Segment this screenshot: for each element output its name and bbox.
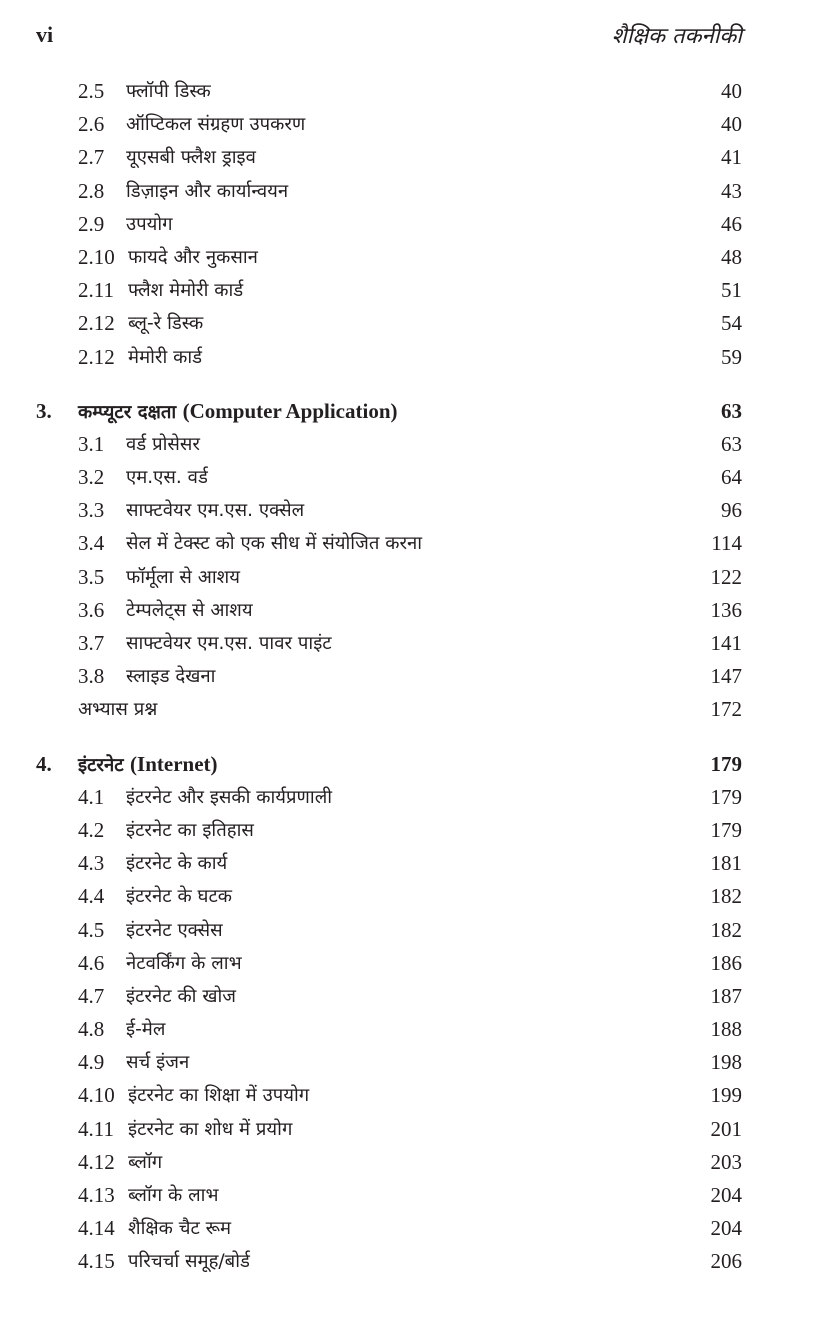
- toc-entry[interactable]: [36, 814, 742, 847]
- toc-entry[interactable]: [36, 141, 742, 174]
- entry-page-number: 147: [710, 664, 742, 689]
- entry-title: फॉर्मूला से आशय: [126, 566, 240, 588]
- entry-title: साफ्टवेयर एम.एस. पावर पाइंट: [126, 633, 332, 654]
- chapter-page-number: 63: [721, 398, 742, 423]
- entry-number: 4.10: [78, 1083, 115, 1108]
- chapter-page-number: 179: [710, 751, 742, 776]
- entry-page-number: 203: [710, 1149, 742, 1174]
- entry-title: इंटरनेट का शोध में प्रयोग: [128, 1118, 293, 1140]
- entry-number: 4.4: [78, 884, 105, 909]
- entry-number: 4.11: [78, 1116, 114, 1141]
- toc-entry[interactable]: [36, 274, 742, 307]
- toc-entry[interactable]: [36, 494, 742, 527]
- toc-entry[interactable]: [36, 1245, 742, 1278]
- chapter-title: [78, 395, 398, 429]
- entry-page-number: 40: [721, 112, 742, 137]
- toc-entry[interactable]: [36, 341, 742, 374]
- entry-number: 2.11: [78, 278, 114, 303]
- exercise-title: अभ्यास प्रश्न: [78, 699, 158, 721]
- entry-number: 3.7: [78, 631, 105, 655]
- toc-entry[interactable]: [36, 307, 742, 340]
- entry-page-number: 96: [721, 498, 742, 523]
- toc-entry[interactable]: [36, 1179, 742, 1212]
- chapter-title-english: (Internet): [130, 751, 218, 776]
- entry-page-number: 188: [710, 1017, 742, 1042]
- toc-entry[interactable]: [36, 75, 742, 108]
- toc-entry[interactable]: [36, 1046, 742, 1079]
- entry-page-number: 204: [710, 1183, 742, 1207]
- entry-number: 3.4: [78, 531, 105, 556]
- entry-number: 4.8: [78, 1017, 105, 1042]
- entry-page-number: 179: [710, 784, 742, 809]
- entry-title: साफ्टवेयर एम.एस. एक्सेल: [126, 500, 305, 522]
- chapter-title-hindi: इंटरनेट: [78, 754, 124, 776]
- chapter-heading[interactable]: [36, 395, 742, 428]
- entry-number: 4.12: [78, 1149, 115, 1174]
- page-header: [36, 20, 742, 54]
- entry-title: इंटरनेट का इतिहास: [126, 819, 254, 841]
- entry-page-number: 48: [721, 244, 742, 269]
- entry-number: 2.7: [78, 145, 105, 170]
- entry-page-number: 64: [721, 465, 742, 490]
- toc-entry[interactable]: [36, 561, 742, 594]
- entry-number: 3.3: [78, 498, 105, 523]
- entry-page-number: 182: [710, 917, 742, 942]
- entry-page-number: 181: [710, 851, 742, 876]
- toc-entry[interactable]: [36, 594, 742, 627]
- entry-number: 2.8: [78, 178, 105, 203]
- entry-number: 3.5: [78, 564, 105, 589]
- entry-page-number: 179: [710, 817, 742, 842]
- toc-entry[interactable]: [36, 1212, 742, 1245]
- entry-page-number: 114: [711, 531, 742, 556]
- entry-number: 2.5: [78, 79, 105, 103]
- entry-page-number: 199: [710, 1083, 742, 1108]
- entry-title: ब्लू-रे डिस्क: [128, 313, 204, 335]
- entry-page-number: 141: [710, 631, 742, 655]
- entry-number: 2.12: [78, 344, 115, 369]
- entry-number: 2.6: [78, 112, 105, 137]
- entry-title: टेम्पलेट्स से आशय: [126, 599, 253, 621]
- entry-page-number: 187: [710, 983, 742, 1008]
- entry-page-number: 54: [721, 311, 742, 336]
- entry-title: सेल में टेक्स्ट को एक सीध में संयोजित करना: [126, 533, 423, 555]
- toc-entry[interactable]: [36, 627, 742, 660]
- entry-page-number: 206: [710, 1249, 742, 1274]
- entry-page-number: 41: [721, 145, 742, 170]
- page-number: vi: [36, 22, 54, 47]
- entry-title: इंटरनेट की खोज: [126, 985, 236, 1007]
- toc-entry[interactable]: [36, 108, 742, 141]
- entry-page-number: 46: [721, 211, 742, 236]
- entry-title: स्लाइड देखना: [126, 666, 216, 688]
- chapter-number: 3.: [36, 398, 52, 423]
- toc-entry[interactable]: [36, 914, 742, 947]
- entry-page-number: 63: [721, 431, 742, 456]
- entry-page-number: 201: [710, 1116, 742, 1141]
- entry-number: 2.9: [78, 211, 105, 236]
- toc-entry[interactable]: [36, 847, 742, 880]
- entry-number: 3.2: [78, 465, 105, 490]
- entry-page-number: 198: [710, 1050, 742, 1075]
- entry-title: शैक्षिक चैट रूम: [128, 1218, 232, 1240]
- chapter-title-hindi: कम्प्यूटर दक्षता: [78, 401, 177, 423]
- toc-entry[interactable]: [36, 241, 742, 274]
- toc-entry[interactable]: [36, 527, 742, 560]
- table-of-contents: [36, 75, 742, 1279]
- toc-entry[interactable]: [36, 428, 742, 461]
- entry-number: 4.14: [78, 1216, 115, 1241]
- entry-number: 3.1: [78, 431, 105, 456]
- entry-title: इंटरनेट का शिक्षा में उपयोग: [128, 1085, 310, 1107]
- entry-title: नेटवर्किंग के लाभ: [126, 952, 242, 974]
- chapter-spacer: [36, 374, 742, 395]
- entry-title: उपयोग: [126, 213, 173, 235]
- entry-number: 3.6: [78, 597, 105, 622]
- entry-title: परिचर्चा समूह/बोर्ड: [128, 1251, 250, 1273]
- entry-title: फायदे और नुकसान: [128, 246, 258, 268]
- entry-number: 3.8: [78, 664, 105, 689]
- entry-title: वर्ड प्रोसेसर: [126, 433, 200, 455]
- toc-entry[interactable]: [36, 461, 742, 494]
- entry-page-number: 204: [710, 1216, 742, 1241]
- chapter-title-english: (Computer Application): [182, 398, 398, 423]
- entry-number: 2.12: [78, 311, 115, 336]
- entry-page-number: 40: [721, 79, 742, 103]
- entry-title: फ्लॉपी डिस्क: [126, 81, 211, 102]
- toc-entry[interactable]: [36, 947, 742, 980]
- entry-number: 4.1: [78, 784, 105, 809]
- entry-title: इंटरनेट के घटक: [126, 886, 233, 908]
- entry-page-number: 122: [710, 564, 742, 589]
- entry-title: ई-मेल: [126, 1019, 166, 1041]
- entry-title: सर्च इंजन: [126, 1052, 190, 1074]
- entry-title: ऑप्टिकल संग्रहण उपकरण: [126, 114, 306, 136]
- running-title: शैक्षिक तकनीकी: [611, 24, 742, 49]
- entry-number: 4.9: [78, 1050, 105, 1075]
- entry-page-number: 136: [710, 597, 742, 622]
- chapter-heading[interactable]: [36, 748, 742, 781]
- exercise-page-number: 172: [710, 697, 742, 722]
- entry-number: 2.10: [78, 244, 115, 269]
- entry-title: ब्लॉग: [128, 1151, 163, 1173]
- entry-title: डिज़ाइन और कार्यान्वयन: [126, 180, 289, 202]
- entry-title: ब्लॉग के लाभ: [128, 1185, 219, 1206]
- entry-number: 4.7: [78, 983, 105, 1008]
- chapter-title: [78, 748, 218, 782]
- chapter-number: 4.: [36, 751, 52, 776]
- toc-entry[interactable]: [36, 208, 742, 241]
- toc-entry[interactable]: [36, 1113, 742, 1146]
- entry-title: मेमोरी कार्ड: [128, 346, 203, 368]
- entry-page-number: 182: [710, 884, 742, 909]
- toc-entry[interactable]: [36, 781, 742, 814]
- entry-title: इंटरनेट के कार्य: [126, 853, 228, 875]
- toc-entry[interactable]: [36, 1146, 742, 1179]
- entry-title: इंटरनेट एक्सेस: [126, 919, 223, 941]
- toc-entry[interactable]: [36, 880, 742, 913]
- entry-title: यूएसबी फ्लैश ड्राइव: [126, 147, 256, 169]
- entry-page-number: 186: [710, 950, 742, 975]
- toc-entry[interactable]: [36, 175, 742, 208]
- toc-entry[interactable]: [36, 1079, 742, 1112]
- chapter-spacer: [36, 727, 742, 748]
- entry-number: 4.15: [78, 1249, 115, 1274]
- entry-page-number: 43: [721, 178, 742, 203]
- toc-entry[interactable]: [36, 660, 742, 693]
- entry-number: 4.13: [78, 1183, 115, 1207]
- entry-number: 4.3: [78, 851, 105, 876]
- toc-entry[interactable]: [36, 1013, 742, 1046]
- entry-title: इंटरनेट और इसकी कार्यप्रणाली: [126, 786, 333, 808]
- toc-entry[interactable]: [36, 980, 742, 1013]
- entry-title: एम.एस. वर्ड: [126, 467, 208, 489]
- exercise-entry[interactable]: [36, 693, 742, 726]
- entry-page-number: 51: [721, 278, 742, 303]
- entry-number: 4.2: [78, 817, 105, 842]
- entry-title: फ्लैश मेमोरी कार्ड: [128, 280, 244, 302]
- entry-page-number: 59: [721, 344, 742, 369]
- entry-number: 4.6: [78, 950, 105, 975]
- entry-number: 4.5: [78, 917, 105, 942]
